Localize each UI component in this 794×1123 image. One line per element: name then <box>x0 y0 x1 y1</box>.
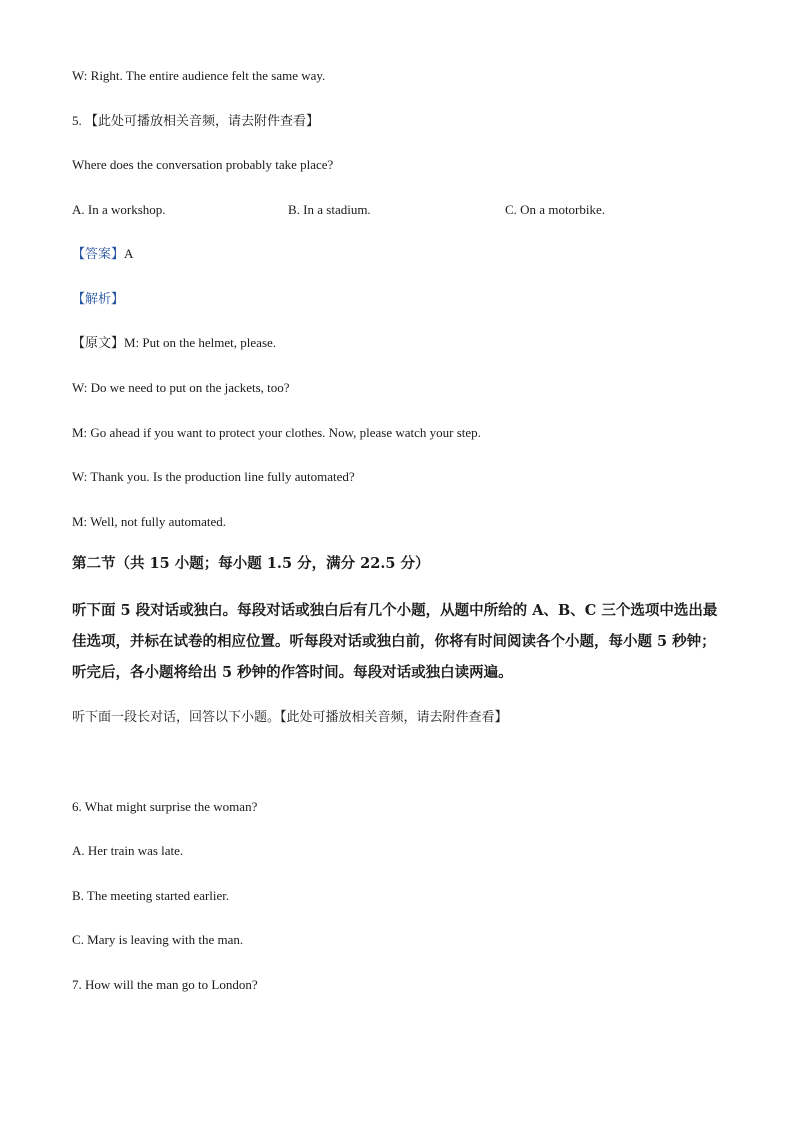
transcript-line: M: Go ahead if you want to protect your clothes. Now, please watch your step. <box>72 425 481 440</box>
question-6-text: 6. What might surprise the woman? <box>72 799 258 814</box>
transcript-line: W: Do we need to put on the jackets, too? <box>72 380 290 395</box>
original-text-line <box>72 335 276 351</box>
question-5-text: Where does the conversation probably take place? <box>72 157 334 172</box>
audio-placeholder: 【此处可播放相关音频，请去附件查看】 <box>85 113 320 128</box>
transcript-line: M: Put on the helmet, please. <box>124 335 277 350</box>
section-instructions: 听下面 5 段对话或独白。每段对话或独白后有几个小题，从题中所给的 A、B、C 三个选项中选出最佳选项，并标在试卷的相应位置。听每段对话或独白前，你将有时间阅读各个小题，每小题 5 秒钟；听完后，各小题将给出 5 秒钟的作答时间。每段对话或独白读两遍。 <box>72 602 718 681</box>
answer-label: 【答案】 <box>72 246 125 261</box>
answer-value: A <box>124 246 134 261</box>
option-c: C. Mary is leaving with the man. <box>72 932 244 947</box>
option-c: C. On a motorbike. <box>505 202 606 217</box>
question-number: 5. <box>72 113 85 128</box>
long-dialog-instruction: 听下面一段长对话，回答以下小题。【此处可播放相关音频，请去附件查看】 <box>72 709 508 724</box>
transcript-line: W: Right. The entire audience felt the same way. <box>72 68 326 83</box>
question-7-text: 7. How will the man go to London? <box>72 977 258 992</box>
option-a: A. Her train was late. <box>72 843 184 858</box>
answer-line <box>72 246 133 262</box>
transcript-line: M: Well, not fully automated. <box>72 514 226 529</box>
analysis-label: 【解析】 <box>72 291 125 306</box>
option-b: B. The meeting started earlier. <box>72 888 230 903</box>
option-b: B. In a stadium. <box>288 202 371 217</box>
section-title: 第二节（共 15 小题；每小题 1.5 分，满分 22.5 分） <box>72 555 430 572</box>
transcript-line: W: Thank you. Is the production line fully automated? <box>72 469 355 484</box>
question-5-header <box>72 113 319 129</box>
option-a: A. In a workshop. <box>72 202 166 217</box>
original-label: 【原文】 <box>72 335 125 350</box>
